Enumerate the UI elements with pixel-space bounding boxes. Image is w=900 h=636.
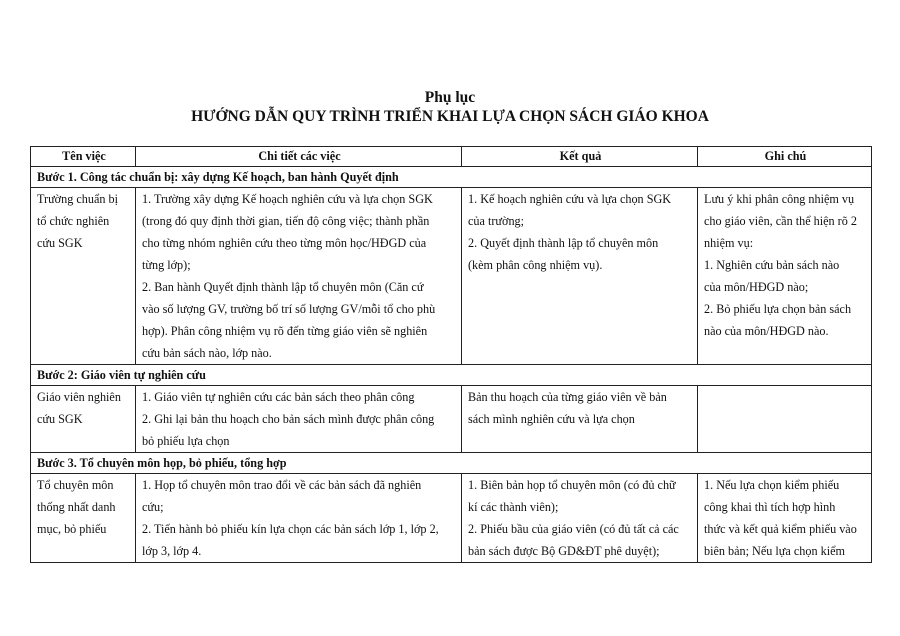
result-line: sách mình nghiên cứu và lựa chọn [468,412,635,426]
header-row [31,147,872,167]
task-name-line: Tổ chuyên môn [37,478,114,492]
details-line: từng lớp); [142,258,191,272]
details-cell [136,474,462,563]
note-line: 1. Nếu lựa chọn kiểm phiếu [704,478,840,492]
task-name-line: cứu SGK [37,236,83,250]
table-row [31,188,872,365]
document-title: HƯỚNG DẪN QUY TRÌNH TRIỂN KHAI LỰA CHỌN SÁCH GIÁO KHOA [191,108,709,125]
details-line: vào số lượng GV, trường bố trí số lượng GV/mỗi tổ cho phù [142,302,436,316]
details-cell [136,188,462,365]
note-cell [698,474,872,563]
appendix-label: Phụ lục [424,89,476,106]
details-cell [136,386,462,453]
task-name-line: cứu SGK [37,412,83,426]
note-line: nhiệm vụ: [704,236,754,250]
note-line: công khai thì tích hợp hình [704,500,836,514]
header-details: Chi tiết các việc [136,147,462,167]
result-line: (kèm phân công nhiệm vụ). [468,258,603,272]
task-name-cell [31,386,136,453]
note-line: 1. Nghiên cứu bản sách nào [704,258,840,272]
result-cell [462,474,698,563]
result-line: 2. Quyết định thành lập tổ chuyên môn [468,236,659,250]
task-name-line: Trường chuẩn bị [37,192,118,206]
note-cell [698,188,872,365]
step-row [31,453,872,474]
details-line: 1. Họp tổ chuyên môn trao đổi về các bản sách đã nghiên [142,478,422,492]
header-note: Ghi chú [698,147,872,167]
document-heading [0,88,900,126]
table-row [31,474,872,563]
result-line: Bản thu hoạch của từng giáo viên về bản [468,390,667,404]
details-line: 1. Giáo viên tự nghiên cứu các bản sách theo phân công [142,390,415,404]
result-line: 2. Phiếu bầu của giáo viên (có đủ tất cả các [468,522,679,536]
step-3-label: Bước 3. Tổ chuyên môn họp, bỏ phiếu, tổng hợp [31,453,872,474]
step-row [31,365,872,386]
header-result: Kết quả [462,147,698,167]
task-name-line: Giáo viên nghiên [37,390,121,404]
note-line: thức và kết quả kiểm phiếu vào [704,522,857,536]
result-line: 1. Biên bản họp tổ chuyên môn (có đủ chữ [468,478,676,492]
task-name-cell [31,474,136,563]
details-line: (trong đó quy định thời gian, tiến độ công việc; thành phần [142,214,430,228]
result-cell [462,188,698,365]
task-name-cell [31,188,136,365]
header-task-name: Tên việc [31,147,136,167]
result-line: của trường; [468,214,525,228]
procedure-table [30,146,872,563]
step-2-label: Bước 2: Giáo viên tự nghiên cứu [31,365,872,386]
details-line: hợp). Phân công nhiệm vụ rõ đến từng giáo viên sẽ nghiên [142,324,428,338]
note-line: biên bản; Nếu lựa chọn kiểm [704,544,845,558]
details-line: 2. Ghi lại bản thu hoạch cho bản sách mình được phân công [142,412,435,426]
note-line: của môn/HĐGD nào; [704,280,809,294]
details-line: lớp 3, lớp 4. [142,544,202,558]
note-cell [698,386,872,453]
details-line: cứu; [142,500,164,514]
result-line: bản sách được Bộ GD&ĐT phê duyệt); [468,544,660,558]
table-row [31,386,872,453]
result-line: 1. Kế hoạch nghiên cứu và lựa chọn SGK [468,192,672,206]
note-line: 2. Bỏ phiếu lựa chọn bản sách [704,302,852,316]
note-line: nào của môn/HĐGD nào. [704,324,829,338]
step-row [31,167,872,188]
task-name-line: thống nhất danh [37,500,116,514]
task-name-line: mục, bỏ phiếu [37,522,107,536]
task-name-line: tổ chức nghiên [37,214,110,228]
details-line: 1. Trường xây dựng Kế hoạch nghiên cứu và lựa chọn SGK [142,192,433,206]
result-cell [462,386,698,453]
details-line: cho từng nhóm nghiên cứu theo từng môn học/HĐGD của [142,236,427,250]
step-1-label: Bước 1. Công tác chuẩn bị: xây dựng Kế hoạch, ban hành Quyết định [31,167,872,188]
details-line: cứu bản sách nào, lớp nào. [142,346,272,360]
details-line: 2. Ban hành Quyết định thành lập tổ chuyên môn (Căn cứ [142,280,424,294]
note-line: cho giáo viên, cần thể hiện rõ 2 [704,214,857,228]
details-line: bỏ phiếu lựa chọn [142,434,230,448]
details-line: 2. Tiến hành bỏ phiếu kín lựa chọn các bản sách lớp 1, lớp 2, [142,522,439,536]
result-line: kí các thành viên); [468,500,559,514]
note-line: Lưu ý khi phân công nhiệm vụ [704,192,855,206]
